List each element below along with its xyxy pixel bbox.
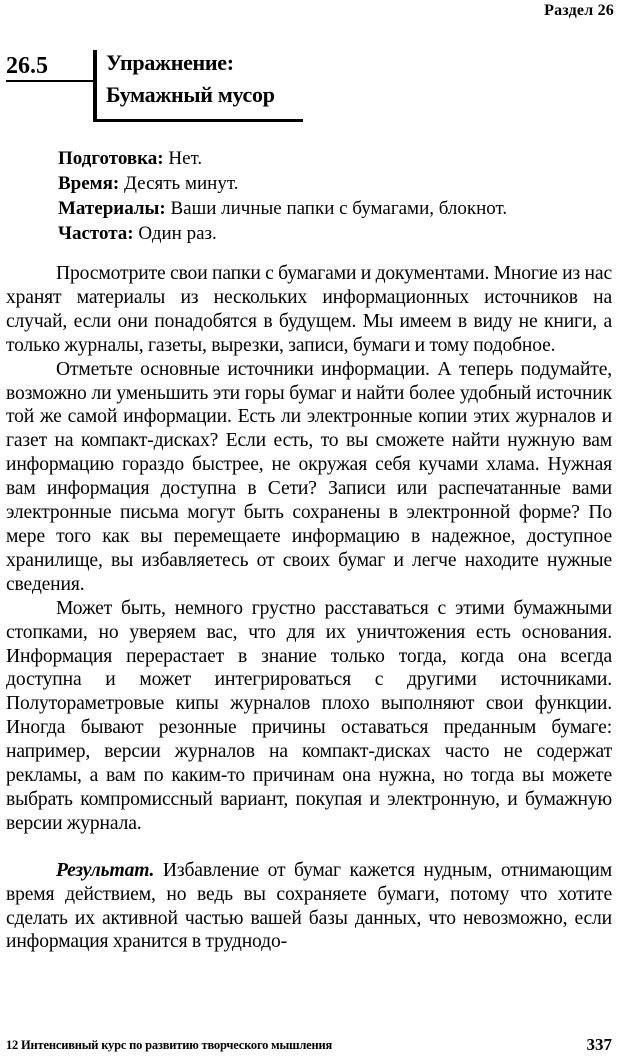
meta-value: Ваши личные папки с бумагами, блокнот. [165,198,508,219]
meta-preparation [58,146,614,171]
meta-label: Время: [58,173,120,194]
paragraph-2: Отметьте основные источники информации. А теперь подумайте, возможно ли уменьшить эти горы бумаг и найти более удобный источник той же самой информации. Есть ли электронные копии этих журналов и газет на компакт-дисках? Если есть, то вы сможете найти нужную вам информацию гораздо быстрее, не окружая себя кучами хлама. Нужная вам информация доступна в Сети? Записи или распечатанные вами электронные письма могут быть сохранены в электронной форме? По мере того как вы перемещаете информацию в надежное, доступное хранилище, вы избавляетесь от своих бумаг и легче находите нужные сведения. [6,358,612,595]
meta-time [58,171,614,196]
paragraph-1: Просмотрите свои папки с бумагами и документами. Многие из нас хранят материалы из нескольких информационных источников на случай, если они понадобятся в будущем. Мы имеем в виду не книги, а только журналы, газеты, вырезки, записи, бумаги и тому подобное. [6,263,612,356]
exercise-title-line-1: Упражнение: [106,50,234,75]
meta-value: Один раз. [133,223,217,244]
title-vertical-rule [93,50,97,122]
meta-label: Материалы: [58,198,166,219]
result-text: Избавление от бумаг кажется нудным, отнимающим время действием, но ведь вы сохраняете бумаги, потому что хотите сделать их активной частью вашей базы данных, что невозможно, если информация хранится в труднодо- [6,859,612,953]
meta-value: Нет. [163,148,203,169]
title-horizontal-rule [93,119,303,122]
meta-materials [58,196,614,221]
section-number: 26.5 [6,53,48,79]
exercise-title-line-2: Бумажный мусор [106,82,275,107]
page-number: 337 [586,1035,612,1054]
section-number-rule [6,80,94,82]
meta-frequency [58,221,614,246]
meta-label: Подготовка: [58,148,164,169]
meta-value: Десять минут. [119,173,239,194]
body-text [6,262,612,954]
running-header: Раздел 26 [544,2,614,19]
paragraph-3: Может быть, немного грустно расставаться с этими бумажными стопками, но уверяем вас, что для их уничтожения есть основания. Информация перерастает в знание только тогда, когда она всегда доступна и может интегрироваться с другими источниками. Полутораметровые кипы журналов плохо выполняют свои функции. Иногда бывают резонные причины оставаться преданным бумаге: например, версии журналов на компакт-дисках часто не содержат рекламы, а вам по каким-то причинам она нужна, но тогда вы можете выбрать компромиссный вариант, покупая и электронную, и бумажную версии журнала. [6,597,612,834]
exercise-meta [58,146,614,246]
paragraph-result [6,859,612,955]
meta-label: Частота: [58,223,134,244]
result-label: Результат. [56,859,155,881]
running-footer: 12 Интенсивный курс по развитию творческого мышления [6,1038,333,1052]
